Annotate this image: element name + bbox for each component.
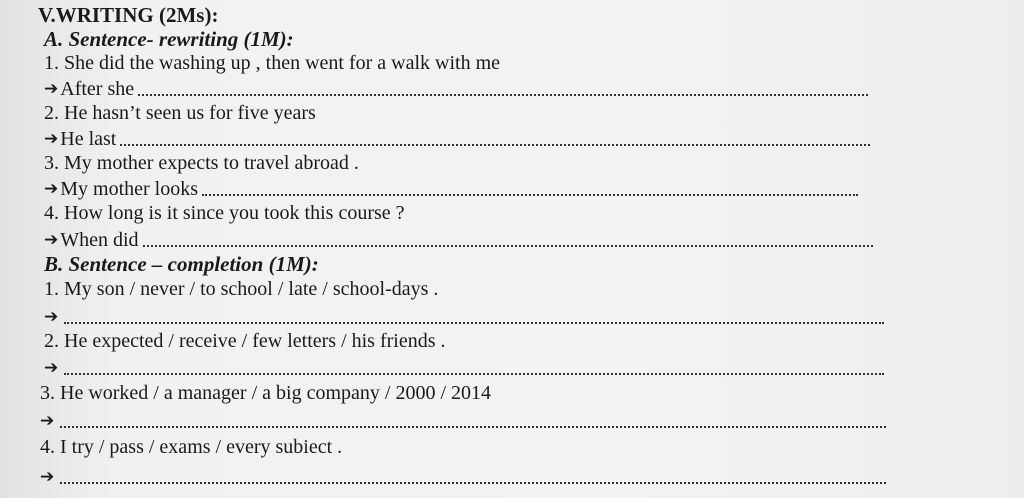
writing-heading: V.WRITING (2Ms): (38, 3, 219, 27)
part-b-question-3: 3. He worked / a manager / a big company / 2000 / 2014 (40, 382, 491, 404)
part-b-answer-row-4[interactable] (40, 466, 886, 488)
part-b-question-4: 4. I try / pass / exams / every subiect . (40, 436, 343, 458)
part-b-question-2: 2. He expected / receive / few letters / his friends . (44, 330, 446, 352)
part-a-question-3: 3. My mother expects to travel abroad . (44, 152, 359, 174)
part-a-question-4: 4. How long is it since you took this course ? (44, 202, 405, 224)
part-a-answer-row-3[interactable] (44, 178, 858, 200)
answer-blank-line[interactable] (64, 322, 884, 324)
arrow-icon: ➔ (44, 358, 59, 378)
part-b-title: B. Sentence – completion (1M): (44, 252, 319, 276)
part-b-answer-row-3[interactable] (40, 410, 886, 432)
part-a-prompt-1: After she (60, 78, 135, 100)
arrow-icon: ➔ (40, 411, 55, 431)
part-b-answer-row-2[interactable] (44, 357, 884, 379)
part-a-question-2: 2. He hasn’t seen us for five years (44, 102, 316, 124)
arrow-icon: ➔ (44, 307, 59, 327)
answer-blank-line[interactable] (120, 144, 870, 146)
answer-blank-line[interactable] (202, 194, 858, 196)
part-a-prompt-3: My mother looks (60, 178, 199, 200)
answer-blank-line[interactable] (138, 94, 868, 96)
part-a-question-1: 1. She did the washing up , then went for a walk with me (44, 52, 501, 74)
arrow-icon: ➔ (44, 230, 59, 250)
arrow-icon: ➔ (44, 79, 59, 99)
part-a-answer-row-1[interactable] (44, 78, 868, 100)
part-a-title: A. Sentence- rewriting (1M): (44, 27, 294, 51)
arrow-icon: ➔ (40, 467, 55, 487)
answer-blank-line[interactable] (64, 373, 884, 375)
part-b-question-1: 1. My son / never / to school / late / school-days . (44, 278, 439, 300)
part-a-answer-row-2[interactable] (44, 128, 870, 150)
part-a-answer-row-4[interactable] (44, 229, 873, 251)
part-a-prompt-4: When did (60, 229, 139, 251)
arrow-icon: ➔ (44, 129, 59, 149)
part-b-answer-row-1[interactable] (44, 306, 884, 328)
part-a-prompt-2: He last (60, 128, 117, 150)
answer-blank-line[interactable] (143, 245, 873, 247)
answer-blank-line[interactable] (60, 482, 886, 484)
arrow-icon: ➔ (44, 179, 59, 199)
answer-blank-line[interactable] (60, 426, 886, 428)
